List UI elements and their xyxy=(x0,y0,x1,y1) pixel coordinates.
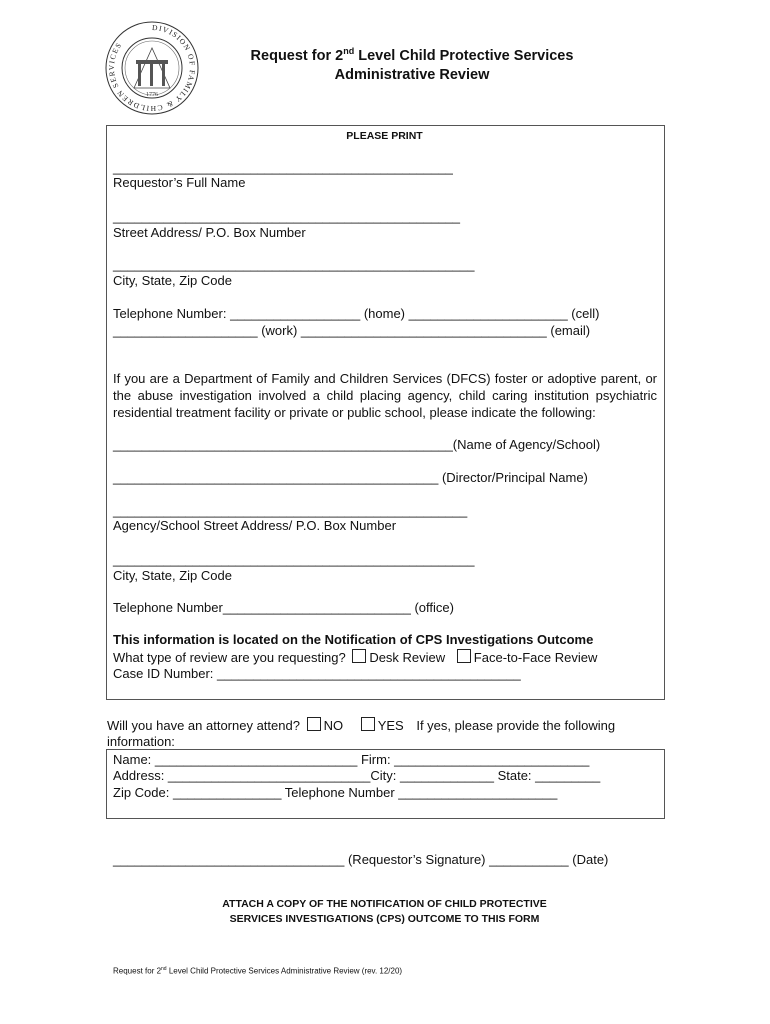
svg-text:1776: 1776 xyxy=(146,92,158,98)
desk-review-checkbox[interactable] xyxy=(352,649,366,663)
attorney-question: Will you have an attorney attend? xyxy=(107,718,300,733)
agency-city-label: City, State, Zip Code xyxy=(113,568,232,583)
phone-work-email-fields[interactable]: ____________________ (work) __________________________________ (email) xyxy=(113,323,591,338)
review-type-row xyxy=(113,649,597,665)
attorney-address-fields[interactable]: Address: ____________________________City: _____________ State: _________ xyxy=(113,768,601,783)
street-field[interactable]: ________________________________________________ xyxy=(113,209,461,224)
street-label: Street Address/ P.O. Box Number xyxy=(113,225,306,240)
agency-street-field[interactable]: _________________________________________________ xyxy=(113,503,468,518)
attorney-row xyxy=(107,717,615,733)
attorney-zip-phone-fields[interactable]: Zip Code: _______________ Telephone Number ______________________ xyxy=(113,785,558,800)
city-field[interactable]: __________________________________________________ xyxy=(113,257,475,272)
notice-text: This information is located on the Notification of CPS Investigations Outcome xyxy=(113,632,594,647)
agency-city-field[interactable]: __________________________________________________ xyxy=(113,552,475,567)
agency-name-field[interactable]: _______________________________________________(Name of Agency/School) xyxy=(113,437,601,452)
desk-review-label: Desk Review xyxy=(369,650,446,665)
face-review-checkbox[interactable] xyxy=(457,649,471,663)
attorney-info-label: information: xyxy=(107,734,175,749)
city-label: City, State, Zip Code xyxy=(113,273,232,288)
attorney-no-label: NO xyxy=(323,718,344,733)
review-question: What type of review are you requesting? xyxy=(113,650,346,665)
face-review-label: Face-to-Face Review xyxy=(473,650,598,665)
agency-street-label: Agency/School Street Address/ P.O. Box Number xyxy=(113,518,397,533)
state-seal-logo xyxy=(104,20,200,119)
phone-home-cell-fields[interactable]: Telephone Number: __________________ (home) ______________________ (cell) xyxy=(113,306,600,321)
svg-text:DIVISION OF FAMILY & CHILDREN: DIVISION OF FAMILY & CHILDREN SERVICES xyxy=(106,22,197,114)
director-name-field[interactable]: _____________________________________________ (Director/Principal Name) xyxy=(113,470,588,485)
case-id-field[interactable]: Case ID Number: __________________________________________ xyxy=(113,666,521,681)
page-title: Request for 2nd Level Child Protective Services Administrative Review xyxy=(250,46,574,83)
attorney-yes-checkbox[interactable] xyxy=(361,717,375,731)
attach-notice: ATTACH A COPY OF THE NOTIFICATION OF CHILD PROTECTIVE SERVICES INVESTIGATIONS (CPS) OUTCOME TO THIS FORM xyxy=(222,898,547,925)
name-label: Requestor’s Full Name xyxy=(113,175,246,190)
signature-date-fields[interactable]: ________________________________ (Requestor’s Signature) ___________ (Date) xyxy=(113,852,609,867)
agency-phone-field[interactable]: Telephone Number__________________________ (office) xyxy=(113,600,454,615)
attorney-if-yes-text: If yes, please provide the following xyxy=(416,718,616,733)
agency-instructions: If you are a Department of Family and Children Services (DFCS) foster or adoptive parent, or the abuse investigation involved a child placing agency, child caring institution psychiatric residential treatment facility or private or public school, please indicate the following: xyxy=(113,371,657,420)
attorney-no-checkbox[interactable] xyxy=(307,717,321,731)
attorney-name-firm-fields[interactable]: Name: ____________________________ Firm: ___________________________ xyxy=(113,752,590,767)
page-footer: Request for 2nd Level Child Protective Services Administrative Review (rev. 12/20) xyxy=(113,966,403,976)
attorney-yes-label: YES xyxy=(377,718,404,733)
please-print-heading: PLEASE PRINT xyxy=(346,130,423,142)
name-field[interactable]: _______________________________________________ xyxy=(113,160,453,175)
